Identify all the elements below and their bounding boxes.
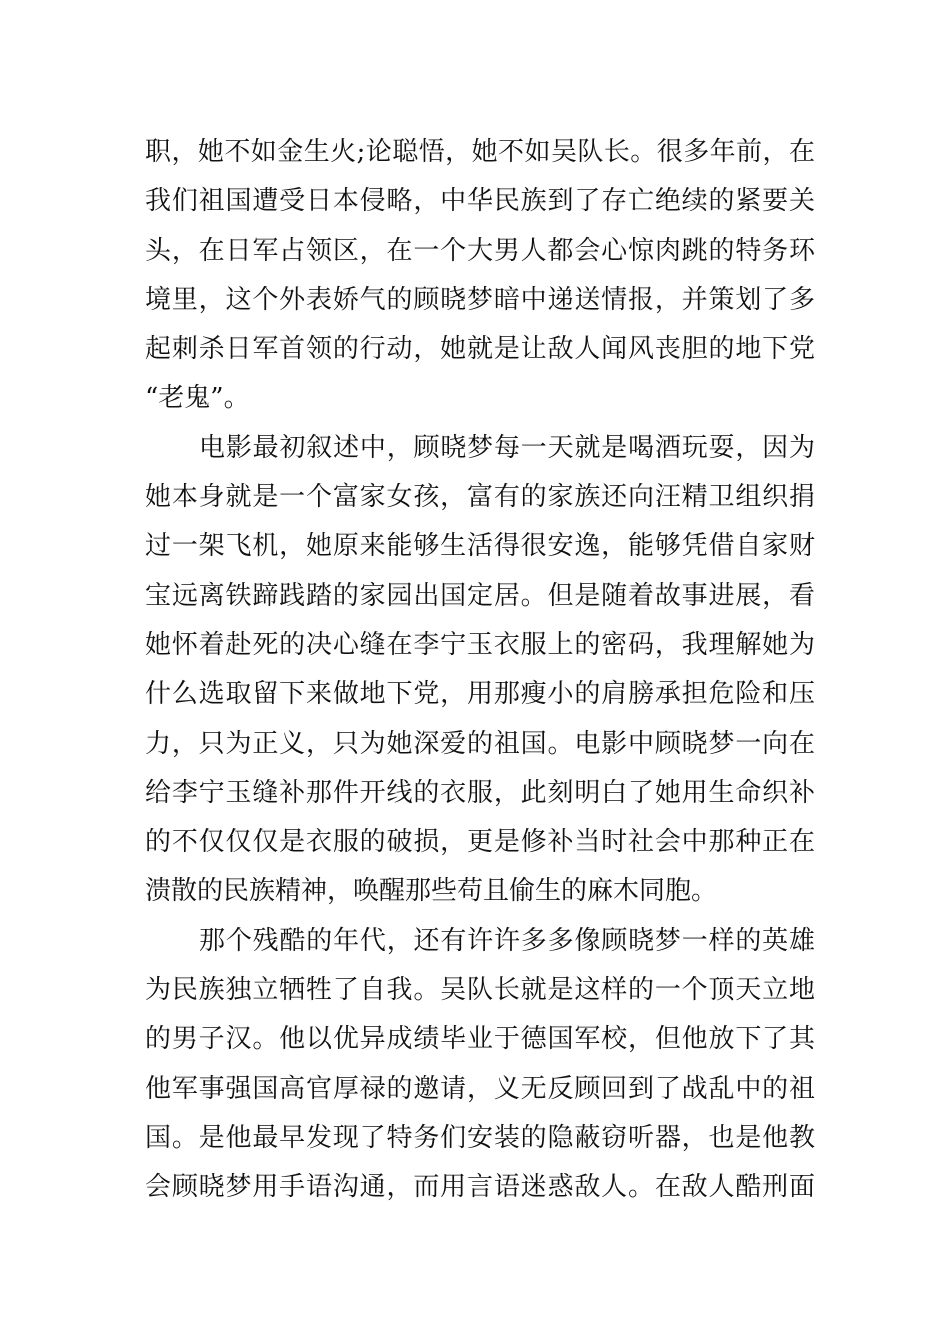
paragraph-3-line-4: 他军事强国高官厚禄的邀请，义无反顾回到了战乱中的祖: [145, 1073, 815, 1104]
paragraph-3-line-1: 那个残酷的年代，还有许许多多像顾晓梦一样的英雄: [199, 925, 815, 956]
paragraph-3-line-2: 为民族独立牺牲了自我。吴队长就是这样的一个顶天立地: [145, 975, 815, 1006]
paragraph-2-line-1: 电影最初叙述中，顾晓梦每一天就是喝酒玩耍，因为: [199, 432, 815, 463]
paragraph-1-line-6: “老鬼”。: [145, 383, 250, 414]
paragraph-2-line-6: 什么选取留下来做地下党，用那瘦小的肩膀承担危险和压: [145, 679, 815, 710]
paragraph-1-line-3: 头，在日军占领区，在一个大男人都会心惊肉跳的特务环: [145, 235, 815, 266]
paragraph-1-line-4: 境里，这个外表娇气的顾晓梦暗中递送情报，并策划了多: [145, 284, 815, 315]
paragraph-2-line-9: 的不仅仅仅是衣服的破损，更是修补当时社会中那种正在: [145, 827, 815, 858]
document-body: [145, 128, 815, 1213]
paragraph-3-line-6: 会顾晓梦用手语沟通，而用言语迷惑敌人。在敌人酷刑面: [145, 1172, 815, 1203]
paragraph-2-line-10: 溃散的民族精神，唤醒那些苟且偷生的麻木同胞。: [145, 876, 718, 907]
paragraph-2-line-3: 过一架飞机，她原来能够生活得很安逸，能够凭借自家财: [145, 531, 815, 562]
paragraph-2-line-2: 她本身就是一个富家女孩，富有的家族还向汪精卫组织捐: [145, 482, 815, 513]
paragraph-2-line-8: 给李宁玉缝补那件开线的衣服，此刻明白了她用生命织补: [145, 777, 815, 808]
paragraph-2-line-7: 力，只为正义，只为她深爱的祖国。电影中顾晓梦一向在: [145, 728, 815, 759]
paragraph-3-line-5: 国。是他最早发现了特务们安装的隐蔽窃听器，也是他教: [145, 1122, 815, 1153]
paragraph-2-line-4: 宝远离铁蹄践踏的家园出国定居。但是随着故事进展，看: [145, 580, 815, 611]
paragraph-1-line-5: 起刺杀日军首领的行动，她就是让敌人闻风丧胆的地下党: [145, 334, 815, 365]
paragraph-3-line-3: 的男子汉。他以优异成绩毕业于德国军校，但他放下了其: [145, 1024, 815, 1055]
paragraph-1-line-1: 职，她不如金生火;论聪悟，她不如吴队长。很多年前，在: [145, 137, 815, 167]
paragraph-2-line-5: 她怀着赴死的决心缝在李宁玉衣服上的密码，我理解她为: [145, 629, 815, 660]
paragraph-1-line-2: 我们祖国遭受日本侵略，中华民族到了存亡绝续的紧要关: [145, 186, 815, 217]
